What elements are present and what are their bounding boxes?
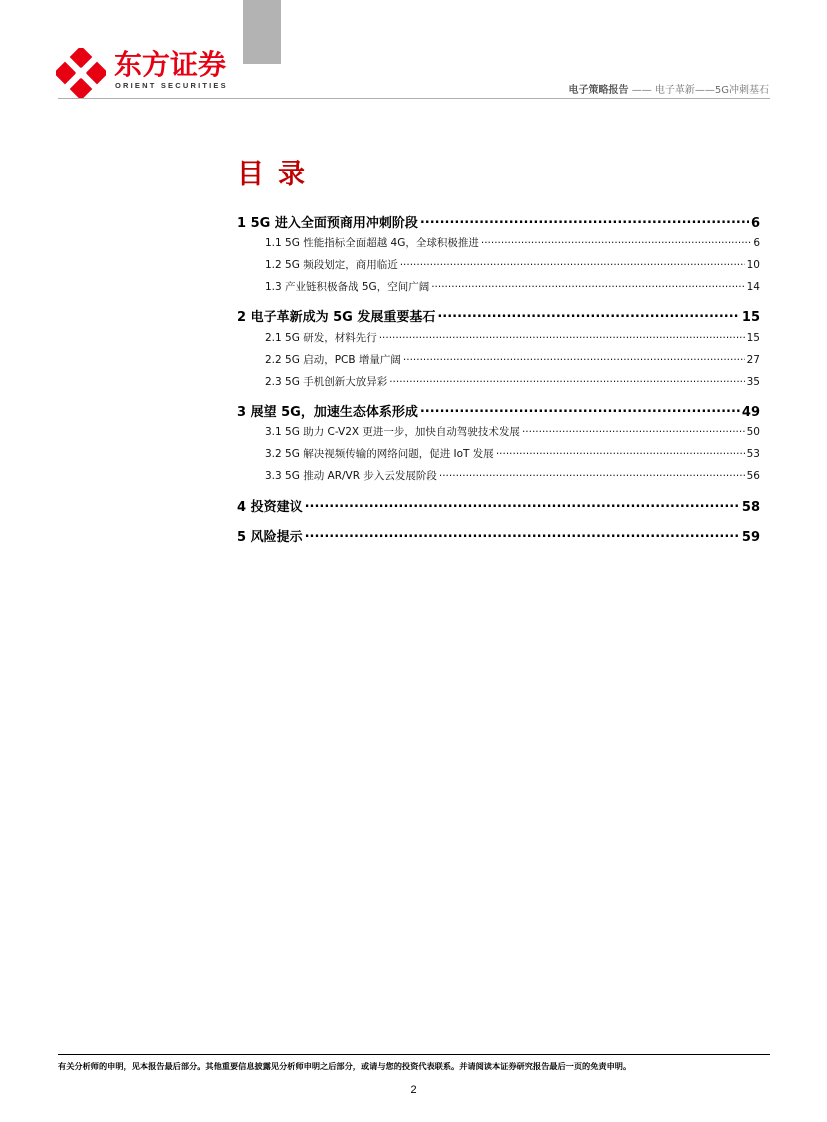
toc-page-number: 59 xyxy=(741,530,760,544)
toc-entry-title: 5 风险提示 xyxy=(237,530,303,544)
toc-dot-leader xyxy=(305,528,740,541)
report-type: 电子策略报告 xyxy=(568,85,629,96)
toc-chapter-entry[interactable] xyxy=(237,496,760,514)
toc-page-number: 58 xyxy=(741,500,760,514)
header-separator-1: —— xyxy=(628,85,655,96)
toc-entry-title: 3.1 5G 助力 C-V2X 更进一步，加快自动驾驶技术发展 xyxy=(265,426,520,438)
toc-entry-title: 1.3 产业链积极备战 5G，空间广阔 xyxy=(265,281,430,293)
toc-section-entry[interactable] xyxy=(265,279,760,294)
toc-title: 目录 xyxy=(237,159,319,190)
header-separator-2: —— xyxy=(694,85,715,96)
toc-page-number: 50 xyxy=(746,426,760,438)
report-subtitle: 5G冲刺基石 xyxy=(714,85,769,96)
toc-page-number: 35 xyxy=(746,376,760,388)
toc-entry-title: 1.2 5G 频段划定，商用临近 xyxy=(265,259,398,271)
toc-page-number: 15 xyxy=(746,332,760,344)
toc-dot-leader xyxy=(437,308,740,321)
toc-dot-leader xyxy=(496,447,745,458)
toc-section-entry[interactable] xyxy=(265,446,760,461)
toc-page-number: 49 xyxy=(741,405,760,419)
toc-dot-leader xyxy=(439,469,745,480)
toc-dot-leader xyxy=(522,425,745,436)
toc-chapter-entry[interactable] xyxy=(237,526,760,544)
toc-page-number: 56 xyxy=(746,470,760,482)
toc-entry-title: 1 5G 进入全面预商用冲刺阶段 xyxy=(237,216,418,230)
footer-disclaimer: 有关分析师的申明，见本报告最后部分。其他重要信息披露见分析师申明之后部分，或请与您的投资代表联系。并请阅读本证券研究报告最后一页的免责申明。 xyxy=(58,1061,632,1071)
toc-dot-leader xyxy=(431,280,744,291)
toc-entry-title: 4 投资建议 xyxy=(237,500,303,514)
brand-logo xyxy=(56,48,226,98)
orient-logo-icon xyxy=(56,48,106,98)
toc-entry-title: 3.3 5G 推动 AR/VR 步入云发展阶段 xyxy=(265,470,437,482)
toc-page-number: 6 xyxy=(753,237,760,249)
toc-page-number: 10 xyxy=(746,259,760,271)
toc-entry-title: 2.2 5G 启动，PCB 增量广阔 xyxy=(265,354,401,366)
toc-dot-leader xyxy=(420,214,749,227)
toc-page-number: 14 xyxy=(746,281,760,293)
report-header xyxy=(569,81,769,96)
page-number: 2 xyxy=(410,1084,417,1096)
toc-dot-leader xyxy=(403,353,745,364)
toc-chapter-entry[interactable] xyxy=(237,212,760,230)
toc-page-number: 6 xyxy=(750,216,760,230)
toc-dot-leader xyxy=(379,331,745,342)
toc-entry-title: 2.1 5G 研发，材料先行 xyxy=(265,332,377,344)
report-topic: 电子革新 xyxy=(654,85,695,96)
toc-page-number: 15 xyxy=(741,310,760,324)
brand-name-en: ORIENT SECURITIES xyxy=(115,81,228,90)
toc-chapter-entry[interactable] xyxy=(237,306,760,324)
toc-dot-leader xyxy=(400,258,745,269)
toc-page-number: 53 xyxy=(746,448,760,460)
toc-chapter-entry[interactable] xyxy=(237,401,760,419)
toc-section-entry[interactable] xyxy=(265,330,760,345)
toc-section-entry[interactable] xyxy=(265,352,760,367)
toc-section-entry[interactable] xyxy=(265,374,760,389)
header-gray-tab xyxy=(243,0,281,64)
toc-page-number: 27 xyxy=(746,354,760,366)
toc-dot-leader xyxy=(420,403,740,416)
toc-section-entry[interactable] xyxy=(265,424,760,439)
brand-name-cn: 东方证券 xyxy=(114,48,227,81)
toc-entry-title: 2.3 5G 手机创新大放异彩 xyxy=(265,376,388,388)
header-divider xyxy=(58,98,770,99)
toc-entry-title: 2 电子革新成为 5G 发展重要基石 xyxy=(237,310,436,324)
toc-dot-leader xyxy=(389,375,744,386)
toc-section-entry[interactable] xyxy=(265,468,760,483)
toc-entry-title: 3 展望 5G，加速生态体系形成 xyxy=(237,405,418,419)
toc-section-entry[interactable] xyxy=(265,257,760,272)
footer-divider xyxy=(58,1054,770,1055)
toc-section-entry[interactable] xyxy=(265,235,760,250)
toc-dot-leader xyxy=(305,498,740,511)
toc-dot-leader xyxy=(481,236,751,247)
toc-entry-title: 1.1 5G 性能指标全面超越 4G，全球积极推进 xyxy=(265,237,479,249)
toc-entry-title: 3.2 5G 解决视频传输的网络问题，促进 IoT 发展 xyxy=(265,448,494,460)
